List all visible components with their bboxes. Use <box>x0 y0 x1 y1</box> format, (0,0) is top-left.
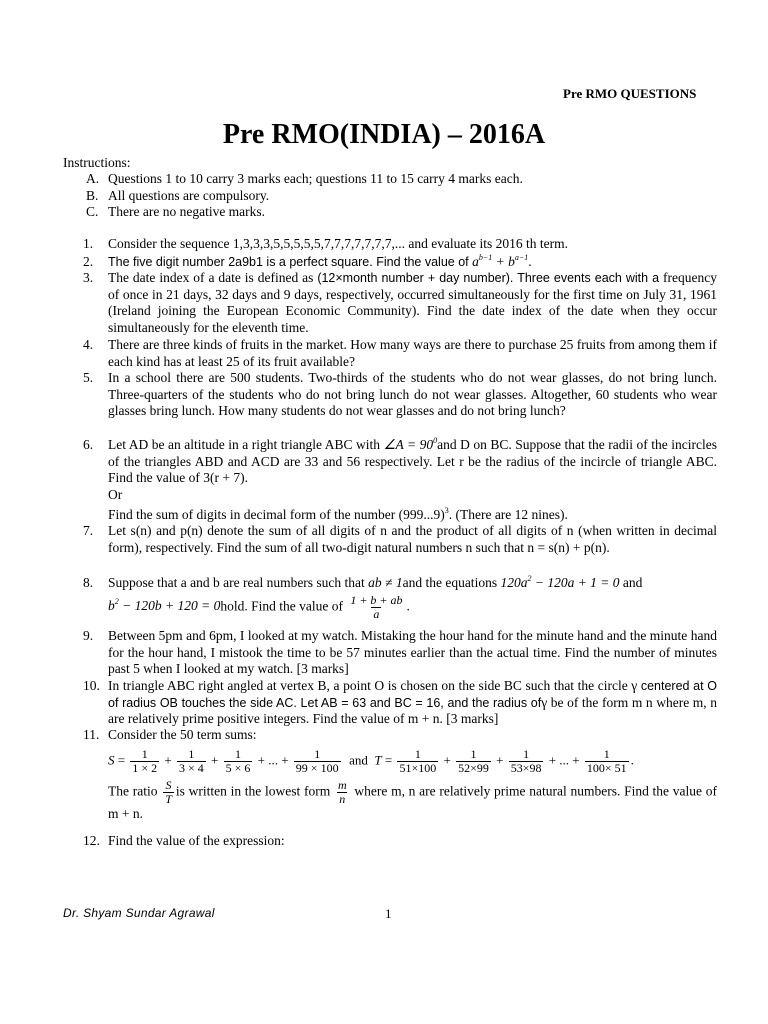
math-expression: $120a^2 - 120a + 1 = 0$ <box>500 574 620 590</box>
question-text: The date index of a date is defined as <box>108 270 318 285</box>
fraction-denominator: 1 × 2 <box>132 760 158 775</box>
question-number: 12. <box>83 833 100 848</box>
math-expression: $b^2 - 120b + 120 = 0$ <box>108 597 221 614</box>
question-text: In a school there are 500 students. Two-thirds of the students who do not wear glasses, do not bring lunch. Three-quarters of the students who do not bring lunch do not wear glasses. Altogether, 60 students who wear glasses bring lunch. How many students do not wear glasses and do not bring lunch? <box>108 370 717 418</box>
question-text: hold. Find the value of <box>220 598 347 614</box>
fraction-denominator: 99 × 100 <box>295 760 339 775</box>
ellipsis: + ... + <box>257 751 289 767</box>
instruction-label: C. <box>86 204 99 219</box>
question-text: Between 5pm and 6pm, I looked at my watch. Mistaking the hour hand for the minute hand and the minute hand for the hour hand, I mistook the time to be 57 minutes earlier than the actual time. Find the number of minutes past 5 when I looked at my watch. [3 marks] <box>108 628 717 676</box>
fraction <box>397 748 438 775</box>
fraction <box>456 748 491 775</box>
question-2 <box>83 254 717 271</box>
question-number: 2. <box>83 254 94 269</box>
fraction <box>585 748 629 775</box>
fraction-numerator: 1 <box>314 746 321 761</box>
question-text: (12×month number + day number). Three events each with a <box>317 271 660 285</box>
math-expression: ∠A = $90^0$ <box>383 436 438 452</box>
question-8 <box>83 575 717 621</box>
instructions-heading: Instructions: <box>63 155 131 170</box>
fraction-numerator: 1 <box>603 746 610 761</box>
question-text: and D on BC. Suppose that the radii of the incircles of the triangles ABD and ACD are 33 and 56 respectively. Let r be the radius of the incircle of triangle ABC. Find the value of 3(r + 7). <box>108 437 717 485</box>
question-6 <box>83 437 717 524</box>
math-expression: $a^{b-1} + b^{a-1}$ <box>472 253 529 269</box>
question-text: centered at O of radius OB touches the side AC. Let AB = 63 and BC = 16, and the radius of <box>108 679 718 710</box>
question-number: 6. <box>83 437 94 452</box>
question-number: 5. <box>83 370 94 385</box>
page-title: Pre RMO(INDIA) – 2016A <box>222 119 546 150</box>
fraction-denominator: n <box>339 791 346 806</box>
question-text: . <box>528 254 532 269</box>
question-number: 11. <box>83 727 100 742</box>
fraction-denominator: 52×99 <box>458 760 489 775</box>
footer-author: Dr. Shyam Sundar Agrawal <box>63 906 215 920</box>
fraction-numerator: 1 <box>141 746 148 761</box>
fraction-denominator: 3 × 4 <box>178 760 204 775</box>
question-text: and the equations <box>402 575 501 590</box>
ellipsis: + ... + <box>548 751 580 767</box>
plus-sign: + <box>496 751 504 767</box>
fraction <box>130 748 159 775</box>
question-text: Consider the sequence 1,3,3,3,5,5,5,5,5,7,7,7,7,7,7,7,... and evaluate its 2016 th term. <box>108 236 569 251</box>
instruction-item <box>86 204 523 221</box>
fraction-numerator: 1 + b + ab <box>350 592 403 607</box>
question-7 <box>83 523 717 556</box>
question-11: 11. Consider the 50 term sums: S = $\frac{1}{1 \times 2}$ + $\frac{1}{3 \times 4}$ + $\frac{1}{5 \times 6}$ + ... + $\frac{1}{99 \times 100}$ and T = $\frac{1}{51\times 100}$ + $\frac{1}{52\times 99}$ + $\frac{1}{53\times 98}$ + ... + $\frac{1}{100\times 51}$ . The ratio $\frac{S}{T}$ is written in the lowest form $\frac{m}{n}$ where m, n are relatively prime natural numbers. Find the value of m + n. <box>83 727 717 821</box>
instruction-text: There are no negative marks. <box>108 204 266 219</box>
question-text: In triangle ABC right angled at vertex B, a point O is chosen on the side BC such that the circle γ <box>108 678 638 693</box>
question-number: 1. <box>83 236 94 251</box>
question-text: Find the value of the expression: <box>108 833 285 848</box>
question-number: 10. <box>83 678 100 693</box>
fraction-numerator: m <box>337 777 347 792</box>
instruction-item <box>86 171 523 188</box>
question-number: 7. <box>83 523 94 538</box>
question-4 <box>83 337 717 370</box>
question-text: where m, n are relatively prime natural numbers. Find the value of m + n. <box>108 783 717 821</box>
question-number: 9. <box>83 628 94 643</box>
header-label: Pre RMO QUESTIONS <box>563 86 697 101</box>
question-number: 3. <box>83 270 94 285</box>
fraction <box>294 748 341 775</box>
fraction-denominator: 5 × 6 <box>225 760 251 775</box>
question-5 <box>83 370 717 420</box>
question-text: There are three kinds of fruits in the market. How many ways are there to purchase 25 fruits from among them if each kind has at least 25 of its fruit available? <box>108 337 717 369</box>
and-word: and <box>349 751 368 767</box>
question-text: Find the sum of digits in decimal form of the number <box>108 507 399 522</box>
fraction-numerator: 1 <box>188 746 195 761</box>
question-1 <box>83 236 717 253</box>
question-text: and <box>619 575 643 590</box>
math-expression: $(999...9)^3$ <box>398 506 449 522</box>
question-text: The five digit number 2a9b1 is a perfect square. Find the value of <box>108 255 473 269</box>
or-label: Or <box>108 486 123 502</box>
question-text: Suppose that a and b are real numbers such that <box>108 575 369 590</box>
question-number: 4. <box>83 337 94 352</box>
equals-sign: = <box>117 751 126 767</box>
question-12 <box>83 833 717 850</box>
fraction-denominator: 51×100 <box>399 760 437 775</box>
question-text: The ratio <box>108 783 162 799</box>
question-text: Let AD be an altitude in a right triangle ABC with <box>108 437 384 452</box>
plus-sign: + <box>443 751 451 767</box>
question-10 <box>83 678 717 728</box>
instruction-text: All questions are compulsory. <box>108 187 270 203</box>
question-text: is written in the lowest form <box>175 783 334 799</box>
equals-sign: = <box>384 751 393 767</box>
fraction-denominator: a <box>373 606 380 621</box>
question-text: Let s(n) and p(n) denote the sum of all digits of n and the product of all digits of n (when written in decimal form), respectively. Find the sum of all two-digit natural numbers n such that n = s(n) + p(n). <box>108 523 717 555</box>
question-text: . <box>406 598 410 614</box>
instructions-list <box>86 171 523 221</box>
question-text: . (There are 12 nines). <box>448 507 568 522</box>
fraction-numerator: 1 <box>523 746 530 761</box>
question-number: 8. <box>83 575 94 590</box>
fraction-numerator: 1 <box>470 746 477 761</box>
fraction-denominator: T <box>165 791 172 806</box>
question-text: Consider the 50 term sums: <box>108 727 257 742</box>
sum-s-label: S <box>108 751 115 767</box>
question-text: γ be of <box>541 694 579 710</box>
question-9 <box>83 628 717 678</box>
fraction <box>224 748 253 775</box>
sum-t-label: T <box>374 751 382 767</box>
page-number: 1 <box>385 906 392 921</box>
fraction-denominator: 100× 51 <box>586 760 627 775</box>
plus-sign: + <box>164 751 172 767</box>
plus-sign: + <box>211 751 219 767</box>
instruction-text: Questions 1 to 10 carry 3 marks each; questions 11 to 15 carry 4 marks each. <box>108 171 523 186</box>
question-3 <box>83 270 717 336</box>
fraction <box>336 779 349 806</box>
fraction-numerator: 1 <box>234 746 241 761</box>
fraction-denominator: 53×98 <box>510 760 542 775</box>
question-text: the form m n where m, n are relatively prime positive integers. Find the value of m + n. [3 marks] <box>108 694 718 726</box>
instruction-label: B. <box>86 187 99 203</box>
fraction <box>509 748 544 775</box>
fraction <box>163 779 174 806</box>
instruction-item <box>86 188 523 205</box>
math-expression: ab ≠ 1 <box>368 575 403 590</box>
fraction-numerator: 1 <box>414 746 421 761</box>
fraction-numerator: S <box>165 777 172 792</box>
fraction <box>177 748 206 775</box>
fraction <box>348 594 404 621</box>
question-text: frequency of once in 21 days, 32 days and 9 days, respectively, occurred simultaneously for the first time on July 31, 1961 (Ireland joining the European Economic Community). Find the date index of the date when they occur simultaneously for the eleventh time. <box>108 270 717 335</box>
instruction-label: A. <box>86 171 100 186</box>
